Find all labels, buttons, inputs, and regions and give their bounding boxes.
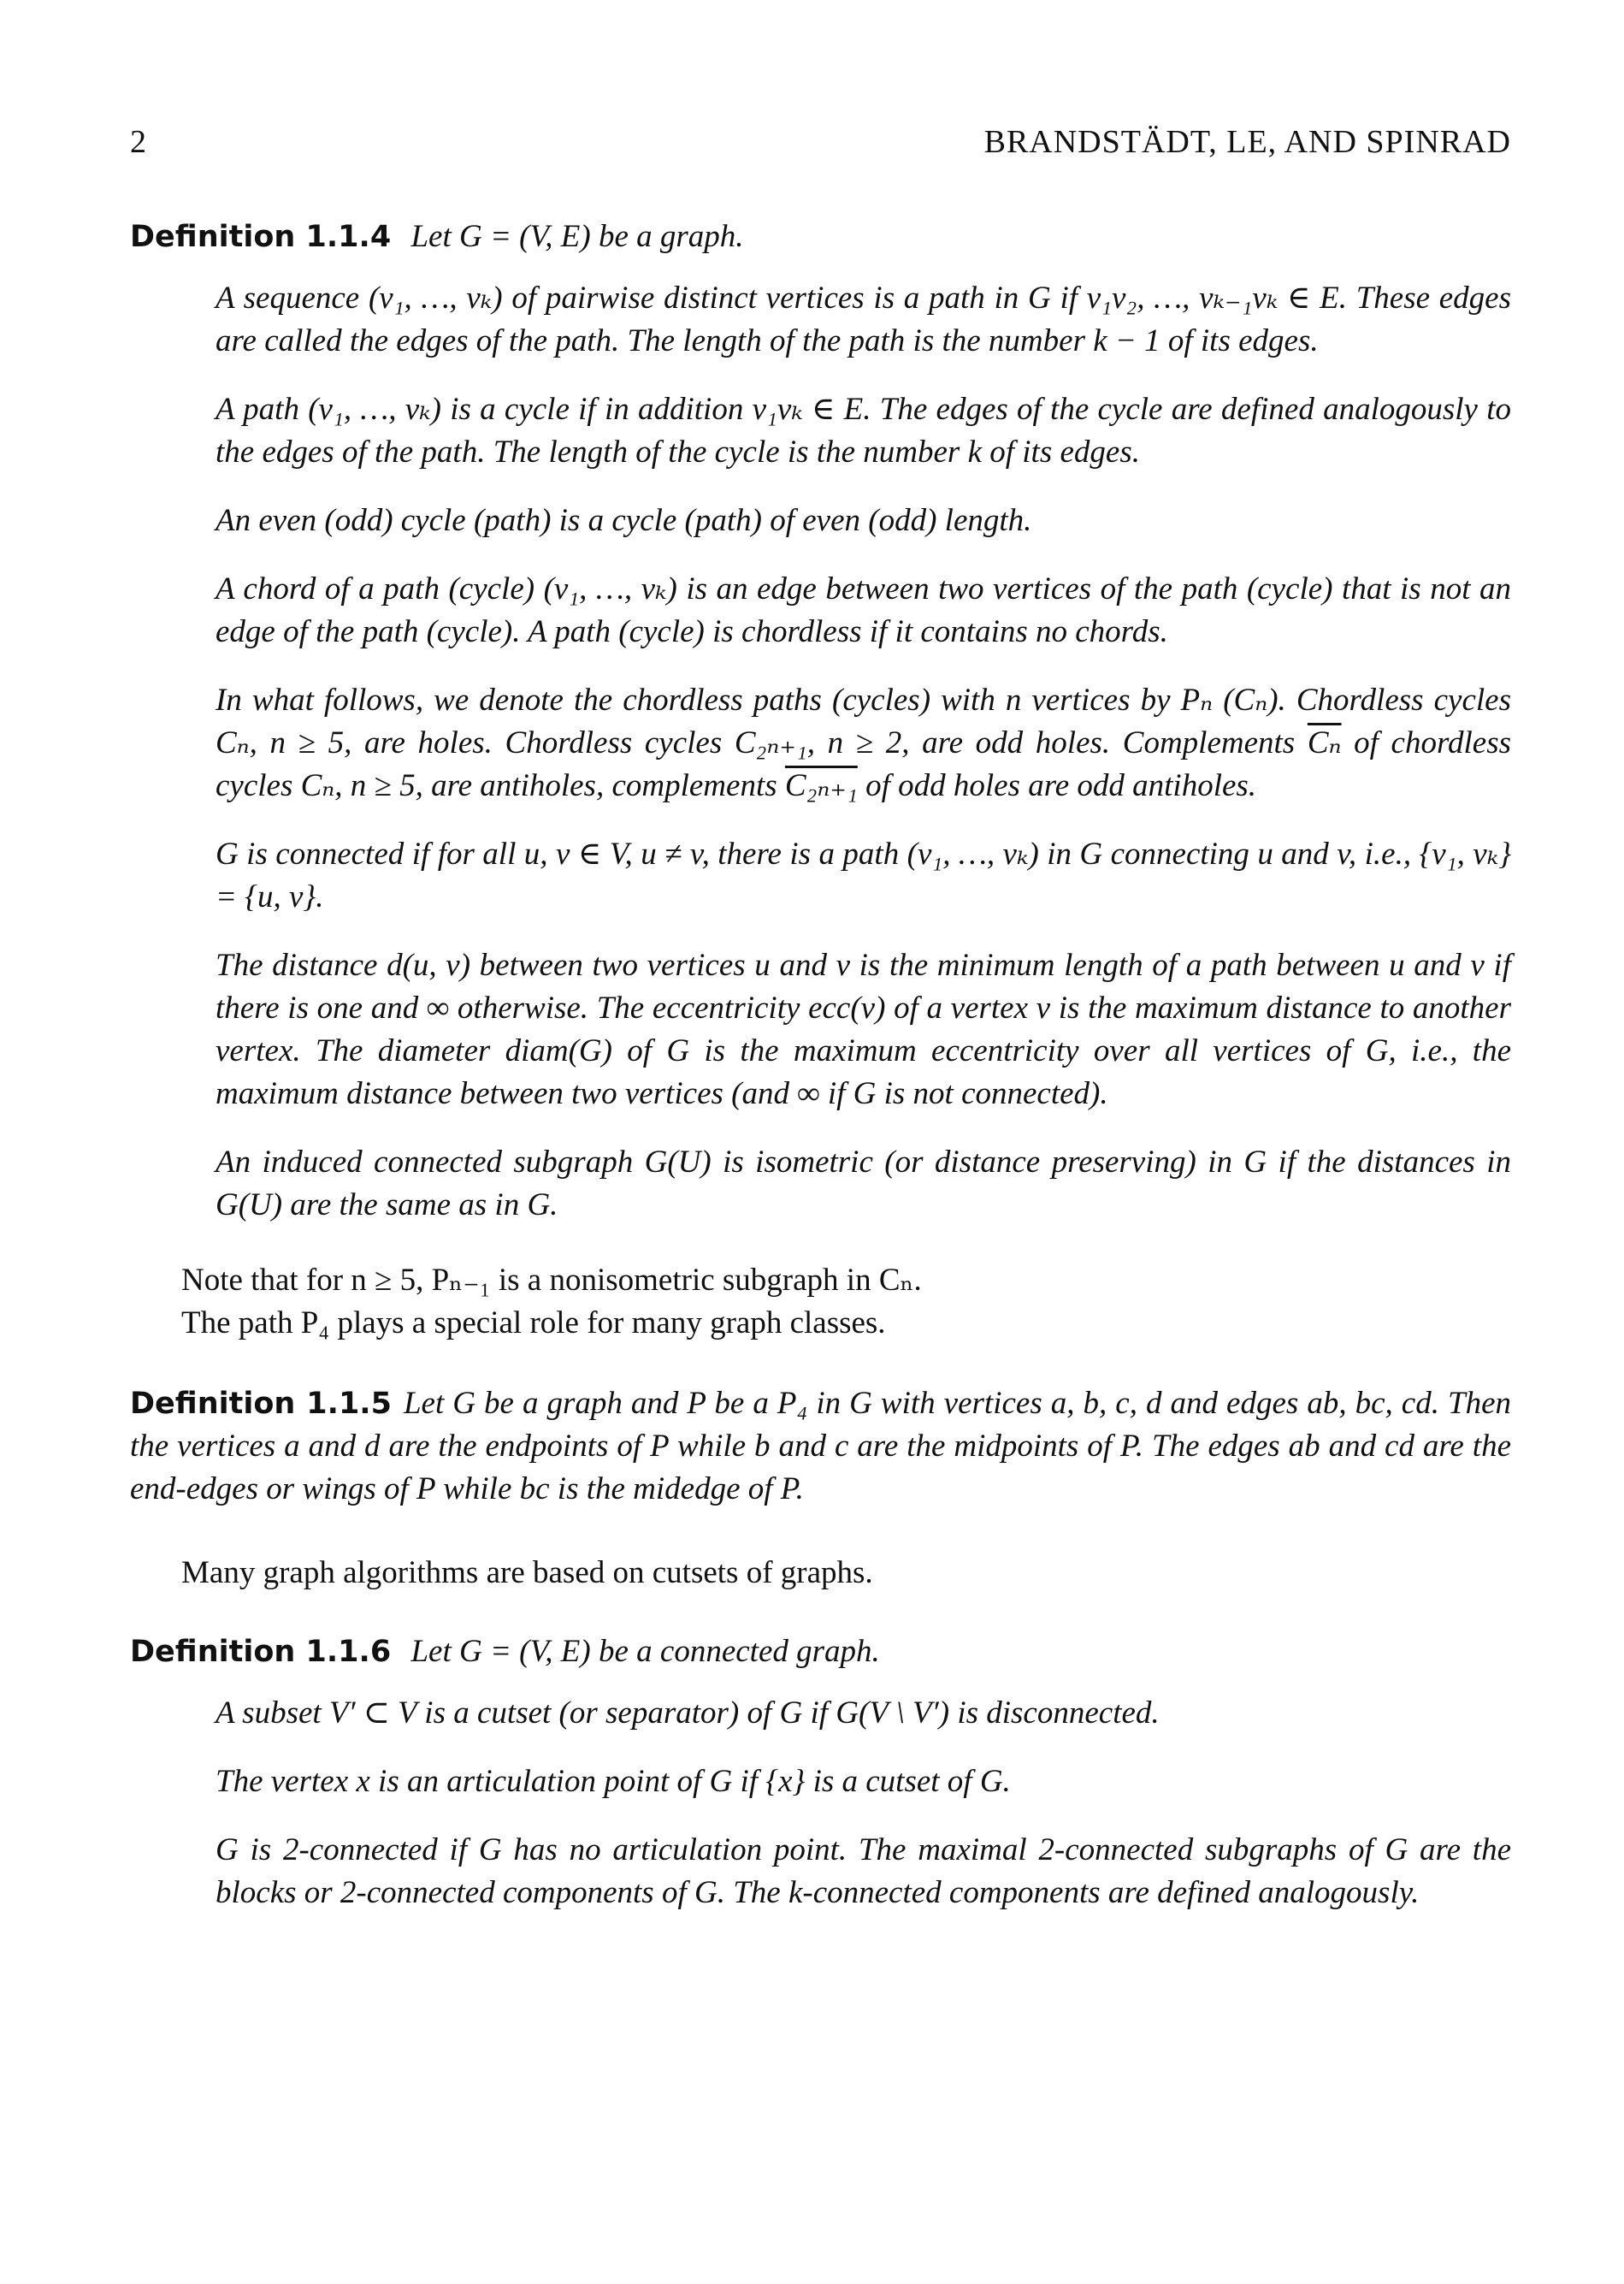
definition-label: Definition 1.1.5: [130, 1387, 392, 1421]
holes-definition: [216, 679, 1511, 808]
complement-cn: $\overline{C_n}$: [1307, 725, 1342, 760]
definition-text: Let G be a graph and P be a P₄ in G with vertices a, b, c, d and edges ab, bc, cd. Then the vertices a and d are the endpoints of P while b and c are the midpoints of P. The edges ab and cd are the end-edges or wings of P while bc is the midedge of P.: [130, 1386, 1511, 1506]
even-odd-definition: An even (odd) cycle (path) is a cycle (path) of even (odd) length.: [216, 503, 1032, 538]
connected-definition: G is connected if for all u, v ∈ V, u ≠ v, there is a path (v₁, …, vₖ) in G connecting u and v, i.e., {v₁, vₖ} = {u, v}.: [216, 837, 1511, 914]
path-definition: A sequence (v₁, …, vₖ) of pairwise distinct vertices is a path in G if v₁v₂, …, vₖ₋₁vₖ ∈ E. These edges are called the edges of the path. The length of the path is the number k − 1 of its edges.: [216, 281, 1511, 358]
complement-c2n1: C₂ₙ₊₁: [784, 768, 858, 803]
definition-intro: Let G = (V, E) be a graph.: [410, 219, 744, 254]
holes-text-a: In what follows, we denote the chordless paths (cycles) with n vertices by Pₙ (Cₙ). Chordless cycles Cₙ, n ≥ 5, are holes. Chordless cycles C₂ₙ₊₁, n ≥ 2, are odd holes. Complements: [216, 683, 1511, 760]
page-number: 2: [130, 124, 146, 160]
two-connected-definition: G is 2-connected if G has no articulation point. The maximal 2-connected subgraphs of G are the blocks or 2-connected components of G. The k-connected components are defined analogously.: [216, 1832, 1511, 1910]
holes-text-b: of chordless cycles Cₙ, n ≥ 5, are antiholes, complements: [216, 725, 1511, 803]
definition-1-1-6-heading: [130, 1630, 1511, 1673]
holes-text-c: of odd holes are odd antiholes.: [857, 768, 1257, 803]
definition-1-1-4-heading: [130, 216, 1511, 258]
distance-definition: The distance d(u, v) between two vertices u and v is the minimum length of a path between u and v if there is one and ∞ otherwise. The eccentricity ecc(v) of a vertex v is the maximum distance to another vertex. The diameter diam(G) of G is the maximum eccentricity over all vertices of G, i.e., the maximum distance between two vertices (and ∞ if G is not connected).: [216, 948, 1511, 1111]
cutset-definition: A subset V′ ⊂ V is a cutset (or separator) of G if G(V \ V′) is disconnected.: [216, 1695, 1160, 1731]
chord-definition: A chord of a path (cycle) (v₁, …, vₖ) is an edge between two vertices of the path (cycle) that is not an edge of the path (cycle). A path (cycle) is chordless if it contains no chords.: [216, 571, 1511, 649]
definition-label: Definition 1.1.4: [130, 220, 392, 254]
definition-1-1-5: [130, 1382, 1511, 1511]
note-line-2: The path P₄ plays a special role for many graph classes.: [181, 1305, 886, 1340]
note-line-1: Note that for n ≥ 5, Pₙ₋₁ is a nonisometric subgraph in Cₙ.: [181, 1263, 922, 1298]
running-title: BRANDSTÄDT, LE, AND SPINRAD: [983, 124, 1511, 160]
page-body: [130, 216, 1511, 1940]
definition-label: Definition 1.1.6: [130, 1635, 392, 1669]
isometric-definition: An induced connected subgraph G(U) is isometric (or distance preserving) in G if the distances in G(U) are the same as in G.: [216, 1145, 1511, 1222]
cycle-definition: A path (v₁, …, vₖ) is a cycle if in addition v₁vₖ ∈ E. The edges of the cycle are defined analogously to the edges of the path. The length of the cycle is the number k of its edges.: [216, 392, 1511, 470]
page-header: [130, 123, 1511, 175]
definition-intro: Let G = (V, E) be a connected graph.: [410, 1634, 880, 1669]
articulation-point-definition: The vertex x is an articulation point of G if {x} is a cutset of G.: [216, 1764, 1011, 1799]
cutsets-sentence: Many graph algorithms are based on cutsets of graphs.: [181, 1555, 873, 1590]
